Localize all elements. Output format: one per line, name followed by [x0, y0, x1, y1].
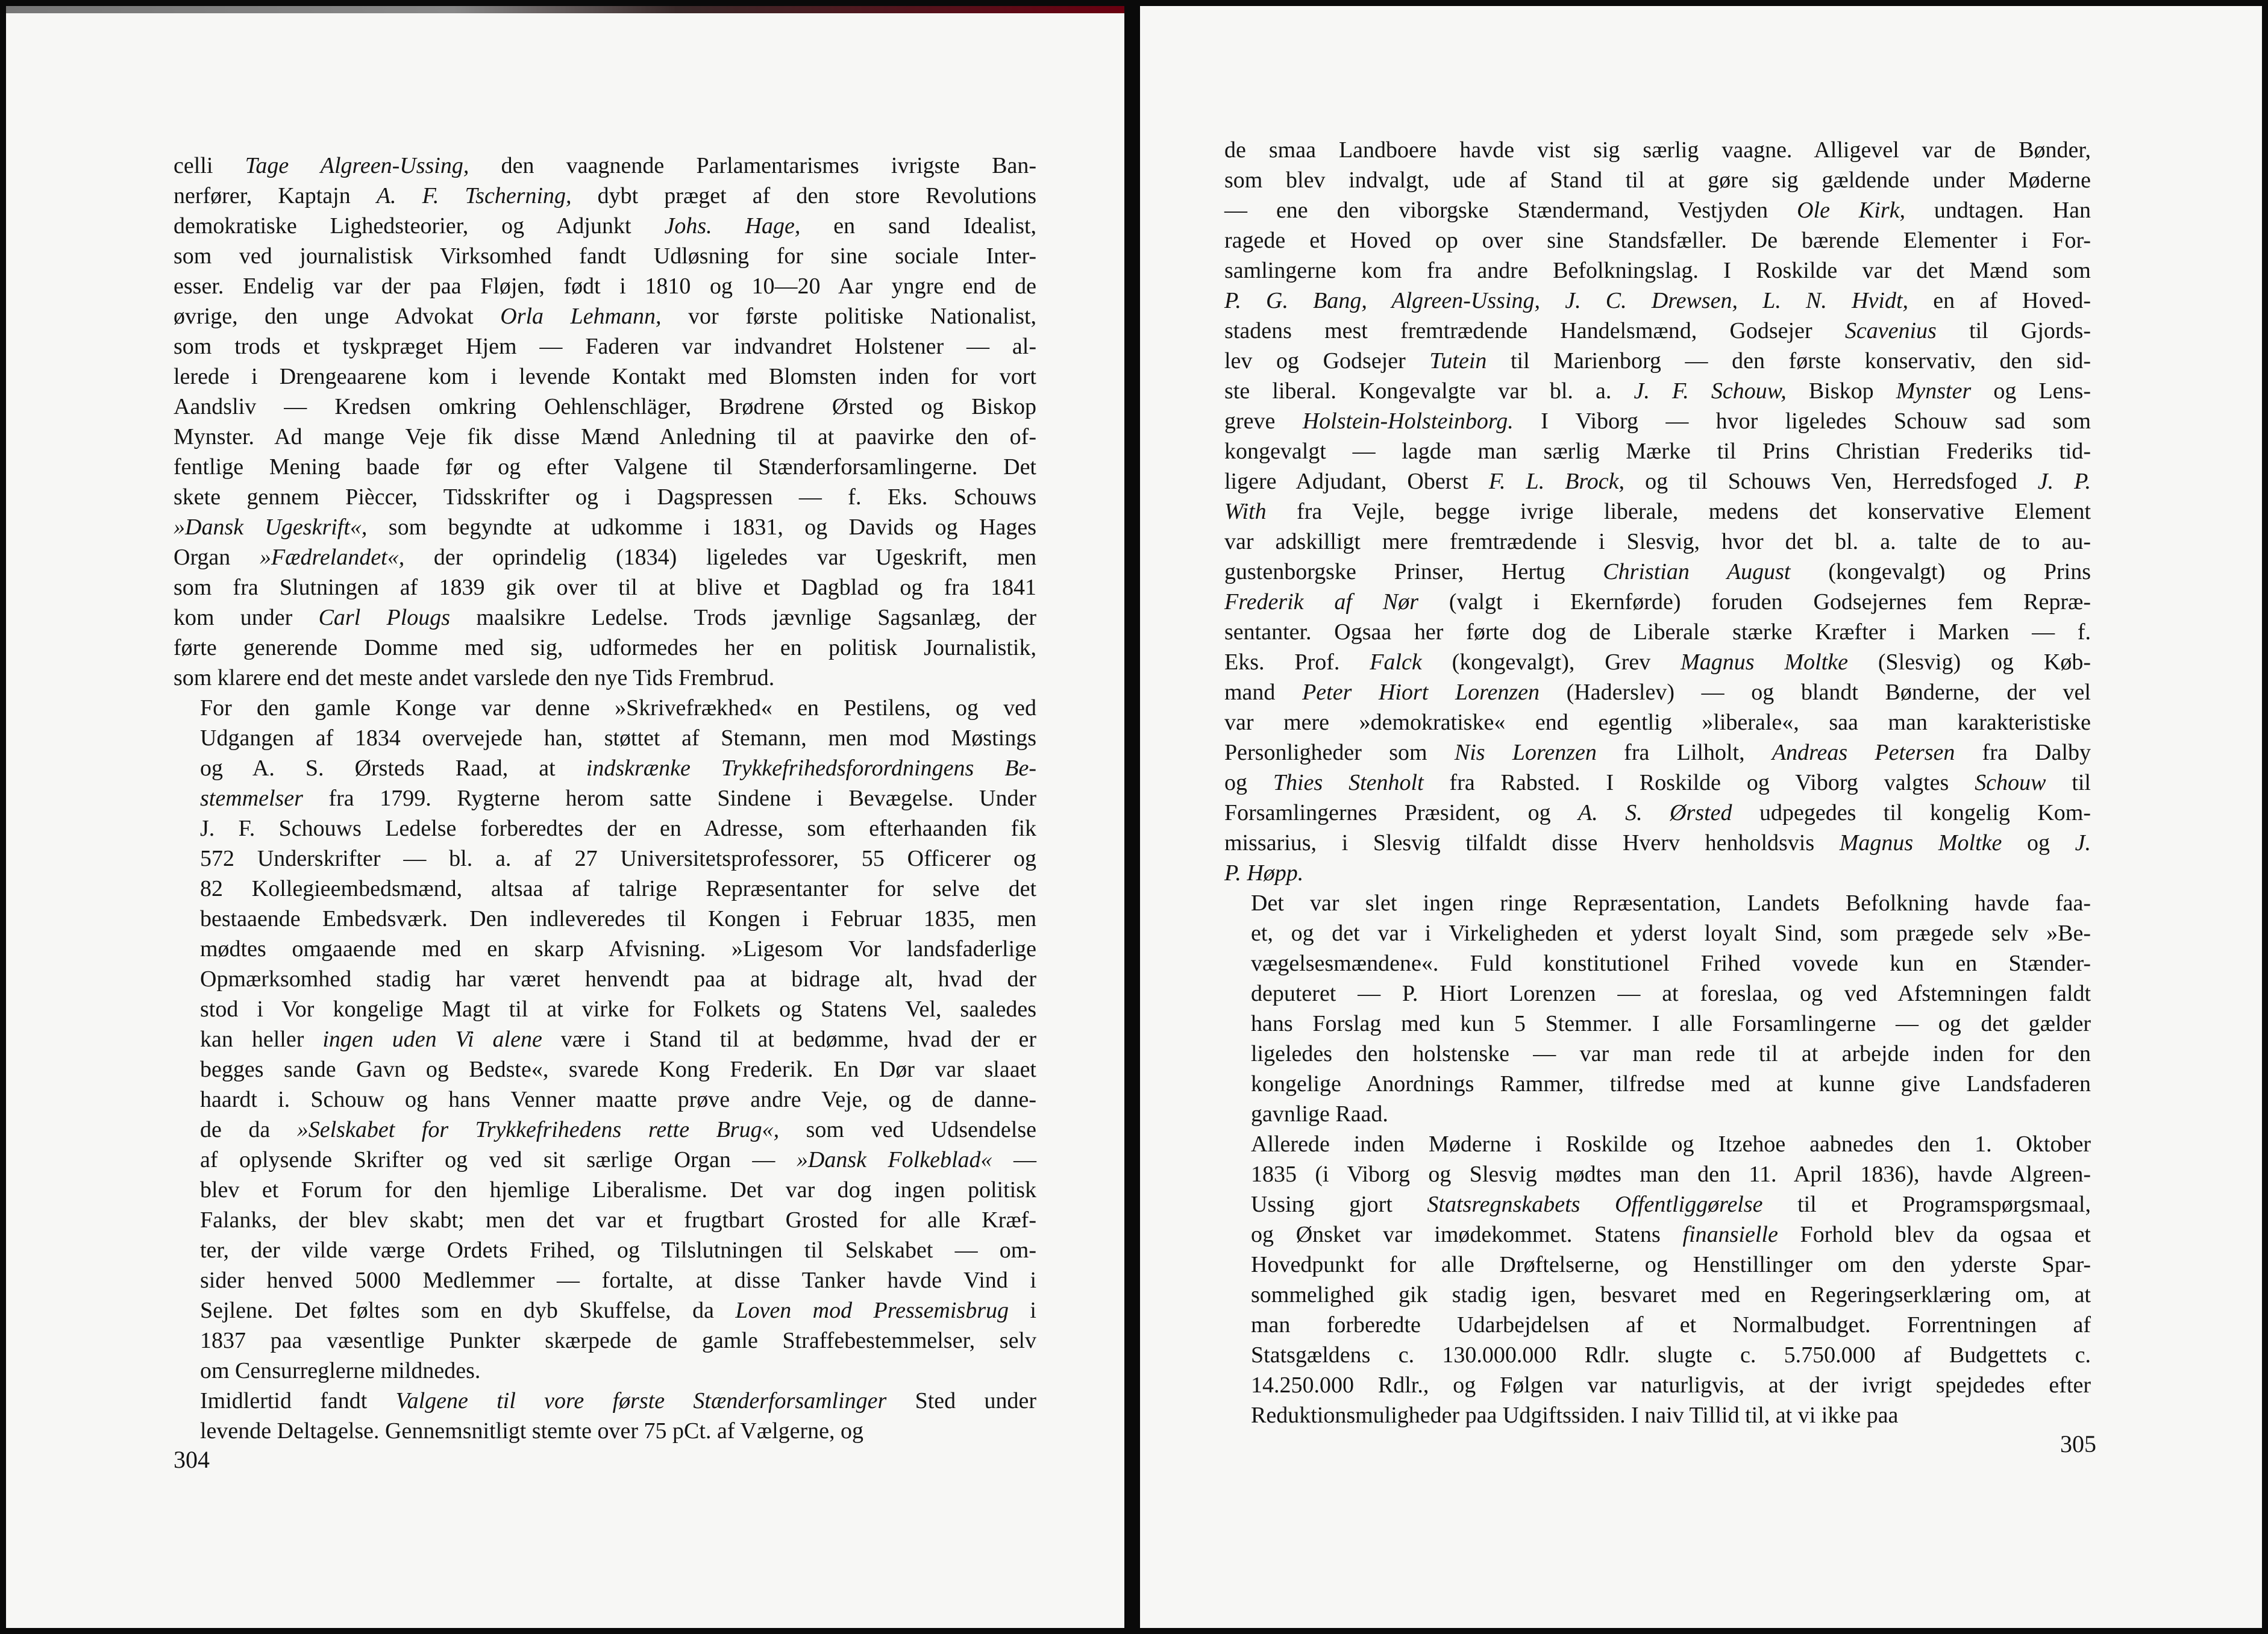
text-line: esser. Endelig var der paa Fløjen, født i 1810 og 10—20 Aar yngre end de	[174, 274, 1036, 299]
text-line: lev og Godsejer Tutein til Marienborg — den første konservativ, den sid-	[1224, 348, 2091, 374]
paragraph	[1224, 888, 2091, 1129]
text-line: mødtes omgaaende med en skarp Afvisning. »Ligesom Vor landsfaderlige	[200, 936, 1036, 962]
text-line: Opmærksomhed stadig har været henvendt paa at bidrage alt, hvad der	[200, 966, 1036, 992]
paragraph	[174, 1386, 1036, 1446]
text-line: 82 Kollegieembedsmænd, altsaa af talrige Repræsentanter for selve det	[200, 876, 1036, 901]
text-line: de smaa Landboere havde vist sig særlig vaagne. Alligevel var de Bønder,	[1224, 137, 2091, 163]
text-line: demokratiske Lighedsteorier, og Adjunkt Johs. Hage, en sand Idealist,	[174, 213, 1036, 239]
text-line: Mynster. Ad mange Veje fik disse Mænd Anledning til at paavirke den of-	[174, 424, 1036, 449]
text-line: samlingerne kom fra andre Befolkningslag. I Roskilde var det Mænd som	[1224, 258, 2091, 283]
text-line: ligere Adjudant, Oberst F. L. Brock, og til Schouws Ven, Herredsfoged J. P.	[1224, 469, 2091, 494]
text-line: Imidlertid fandt Valgene til vore første Stænderforsamlinger Sted under	[200, 1388, 1036, 1413]
text-line: man forberedte Udarbejdelsen af et Normalbudget. Forrentningen af	[1251, 1312, 2091, 1338]
text-line: ter, der vilde værge Ordets Frihed, og Tilslutningen til Selskabet — om-	[200, 1238, 1036, 1263]
text-line: og Thies Stenholt fra Rabsted. I Roskilde og Viborg valgtes Schouw til	[1224, 770, 2091, 795]
text-line: ste liberal. Kongevalgte var bl. a. J. F. Schouw, Biskop Mynster og Lens-	[1224, 378, 2091, 404]
text-line: som blev indvalgt, ude af Stand til at gøre sig gældende under Møderne	[1224, 167, 2091, 193]
text-line: Ussing gjort Statsregnskabets Offentliggørelse til et Programspørgsmaal,	[1251, 1192, 2091, 1217]
text-line: »Dansk Ugeskrift«, som begyndte at udkomme i 1831, og Davids og Hages	[174, 515, 1037, 540]
text-line: kan heller ingen uden Vi alene være i Stand til at bedømme, hvad der er	[200, 1027, 1037, 1052]
text-line: Aandsliv — Kredsen omkring Oehlenschläger, Brødrene Ørsted og Biskop	[174, 394, 1036, 419]
paragraph	[174, 693, 1036, 1386]
text-line: deputeret — P. Hiort Lorenzen — at foreslaa, og ved Afstemningen faldt	[1251, 981, 2091, 1006]
text-line: Sejlene. Det føltes som en dyb Skuffelse, da Loven mod Pressemisbrug i	[200, 1298, 1036, 1323]
text-line: som ved journalistisk Virksomhed fandt Udløsning for sine sociale Inter-	[174, 243, 1036, 269]
text-line: hans Forslag med kun 5 Stemmer. I alle Forsamlingerne — og det gælder	[1251, 1011, 2091, 1036]
text-line: et, og det var i Virkeligheden et yderst loyalt Sind, som prægede selv »Be-	[1251, 921, 2091, 946]
text-line: førte generende Domme med sig, udformedes her en politisk Journalistik,	[174, 635, 1036, 660]
text-line: Hovedpunkt for alle Drøftelserne, og Henstillinger om den yderste Spar-	[1251, 1252, 2091, 1277]
page-number-right: 305	[2060, 1430, 2096, 1457]
page-number-left: 304	[174, 1446, 210, 1473]
text-line: levende Deltagelse. Gennemsnitligt stemte over 75 pCt. af Vælgerne, og	[200, 1418, 864, 1444]
text-line: øvrige, den unge Advokat Orla Lehmann, vor første politiske Nationalist,	[174, 304, 1037, 329]
text-line: 1835 (i Viborg og Slesvig mødtes man den 11. April 1836), havde Algreen-	[1251, 1162, 2091, 1187]
text-line: kongevalgt — lagde man særlig Mærke til Prins Christian Frederiks tid-	[1224, 439, 2091, 464]
text-line: kongelige Anordnings Rammer, tilfredse med at kunne give Landsfaderen	[1251, 1071, 2091, 1097]
text-line: Forsamlingernes Præsident, og A. S. Ørsted udpegedes til kongelig Kom-	[1224, 800, 2091, 825]
paragraph	[1224, 1129, 2091, 1430]
text-line: lerede i Drengeaarene kom i levende Kontakt med Blomsten inden for vort	[174, 364, 1036, 389]
text-line: With fra Vejle, begge ivrige liberale, medens det konservative Element	[1224, 499, 2091, 524]
paragraph	[174, 151, 1036, 693]
text-line: celli Tage Algreen-Ussing, den vaagnende Parlamentarismes ivrigste Ban-	[174, 153, 1036, 178]
text-line: J. F. Schouws Ledelse forberedtes der en Adresse, som efterhaanden fik	[200, 816, 1036, 841]
text-line: Personligheder som Nis Lorenzen fra Lilholt, Andreas Petersen fra Dalby	[1224, 740, 2091, 765]
text-line: var mere »demokratiske« end egentlig »liberale«, saa man karakteristiske	[1224, 710, 2091, 735]
text-line: stemmelser fra 1799. Rygterne herom satte Sindene i Bevægelse. Under	[200, 786, 1036, 811]
text-line: de da »Selskabet for Trykkefrihedens rette Brug«, som ved Udsendelse	[200, 1117, 1036, 1142]
text-line: som trods et tyskpræget Hjem — Faderen var indvandret Holstener — al-	[174, 334, 1036, 359]
text-line: kom under Carl Plougs maalsikre Ledelse. Trods jævnlige Sagsanlæg, der	[174, 605, 1037, 630]
text-line: fentlige Mening baade før og efter Valgene til Stænderforsamlingerne. Det	[174, 454, 1036, 480]
text-line: var adskilligt mere fremtrædende i Slesvig, hvor det bl. a. talte de to au-	[1224, 529, 2091, 554]
text-line: missarius, i Slesvig tilfaldt disse Hverv henholdsvis Magnus Moltke og J.	[1224, 830, 2091, 856]
text-line: Statsgældens c. 130.000.000 Rdlr. slugte c. 5.750.000 af Budgettets c.	[1251, 1342, 2091, 1368]
text-line: sommelighed gik stadig igen, besvaret med en Regeringserklæring om, at	[1251, 1282, 2091, 1307]
text-line: vægelsesmændene«. Fuld konstitutionel Frihed vovede kun en Stænder-	[1251, 951, 2091, 976]
right-page-body	[1224, 135, 2091, 1430]
text-line: haardt i. Schouw og hans Venner maatte prøve andre Veje, og de danne-	[200, 1087, 1036, 1112]
text-line: skete gennem Pièccer, Tidsskrifter og i Dagspressen — f. Eks. Schouws	[174, 484, 1036, 510]
text-line: stadens mest fremtrædende Handelsmænd, Godsejer Scavenius til Gjords-	[1224, 318, 2091, 343]
text-line: 1837 paa væsentlige Punkter skærpede de gamle Straffebestemmelser, selv	[200, 1328, 1036, 1353]
text-line: bestaaende Embedsværk. Den indleveredes til Kongen i Februar 1835, men	[200, 906, 1036, 931]
paragraph	[1224, 135, 2091, 888]
text-line: stod i Vor kongelige Magt til at virke for Folkets og Statens Vel, saaledes	[200, 997, 1036, 1022]
text-line: som klarere end det meste andet varslede den nye Tids Frembrud.	[174, 665, 775, 690]
left-page-body	[174, 151, 1036, 1446]
text-line: om Censurreglerne mildnedes.	[200, 1358, 481, 1383]
text-line: Eks. Prof. Falck (kongevalgt), Grev Magnus Moltke (Slesvig) og Køb-	[1224, 650, 2091, 675]
text-line: sider henved 5000 Medlemmer — fortalte, at disse Tanker havde Vind i	[200, 1268, 1036, 1293]
text-line: For den gamle Konge var denne »Skrivefrækhed« en Pestilens, og ved	[200, 695, 1036, 721]
text-line: Frederik af Nør (valgt i Ekernførde) foruden Godsejernes fem Repræ-	[1224, 589, 2091, 615]
text-line: ragede et Hoved op over sine Standsfæller. De bærende Elementer i For-	[1224, 228, 2091, 253]
text-line: sentanter. Ogsaa her førte dog de Liberale stærke Kræfter i Marken — f.	[1224, 619, 2091, 645]
text-line: Det var slet ingen ringe Repræsentation, Landets Befolkning havde faa-	[1251, 891, 2091, 916]
text-line: greve Holstein-Holsteinborg. I Viborg — hvor ligeledes Schouw sad som	[1224, 408, 2091, 434]
left-page	[6, 6, 1124, 1628]
text-line: — ene den viborgske Stændermand, Vestjyden Ole Kirk, undtagen. Han	[1224, 198, 2091, 223]
text-line: Falanks, der blev skabt; men det var et frugtbart Grosted for alle Kræf-	[200, 1207, 1036, 1233]
text-line: blev et Forum for den hjemlige Liberalisme. Det var dog ingen politisk	[200, 1177, 1036, 1203]
text-line: ligeledes den holstenske — var man rede til at arbejde inden for den	[1251, 1041, 2091, 1066]
text-line: som fra Slutningen af 1839 gik over til at blive et Dagblad og fra 1841	[174, 575, 1036, 600]
text-line: og A. S. Ørsteds Raad, at indskrænke Trykkefrihedsforordningens Be-	[200, 756, 1037, 781]
text-line: Reduktionsmuligheder paa Udgiftssiden. I naiv Tillid til, at vi ikke paa	[1251, 1403, 1899, 1428]
text-line: begges sande Gavn og Bedste«, svarede Kong Frederik. En Dør var slaaet	[200, 1057, 1036, 1082]
text-line: mand Peter Hiort Lorenzen (Haderslev) — og blandt Bønderne, der vel	[1224, 680, 2091, 705]
text-line: og Ønsket var imødekommet. Statens finansielle Forhold blev da ogsaa et	[1251, 1222, 2091, 1247]
text-line: gustenborgske Prinser, Hertug Christian August (kongevalgt) og Prins	[1224, 559, 2091, 584]
text-line: gavnlige Raad.	[1251, 1101, 1388, 1127]
text-line: af oplysende Skrifter og ved sit særlige Organ — »Dansk Folkeblad« —	[200, 1147, 1037, 1172]
page-edge-line	[6, 6, 1124, 13]
text-line: nerfører, Kaptajn A. F. Tscherning, dybt præget af den store Revolutions	[174, 183, 1036, 208]
text-line: P. Høpp.	[1224, 860, 1304, 886]
text-line: P. G. Bang, Algreen-Ussing, J. C. Drewsen, L. N. Hvidt, en af Hoved-	[1224, 288, 2091, 313]
text-line: Udgangen af 1834 overvejede han, støttet af Stemann, men mod Møstings	[200, 725, 1036, 751]
text-line: 14.250.000 Rdlr., og Følgen var naturligvis, at der ivrigt spejdedes efter	[1251, 1373, 2091, 1398]
text-line: Allerede inden Møderne i Roskilde og Itzehoe aabnedes den 1. Oktober	[1251, 1132, 2091, 1157]
text-line: 572 Underskrifter — bl. a. af 27 Universitetsprofessorer, 55 Officerer og	[200, 846, 1036, 871]
right-page	[1140, 6, 2262, 1628]
text-line: Organ »Fædrelandet«, der oprindelig (1834) ligeledes var Ugeskrift, men	[174, 545, 1036, 570]
